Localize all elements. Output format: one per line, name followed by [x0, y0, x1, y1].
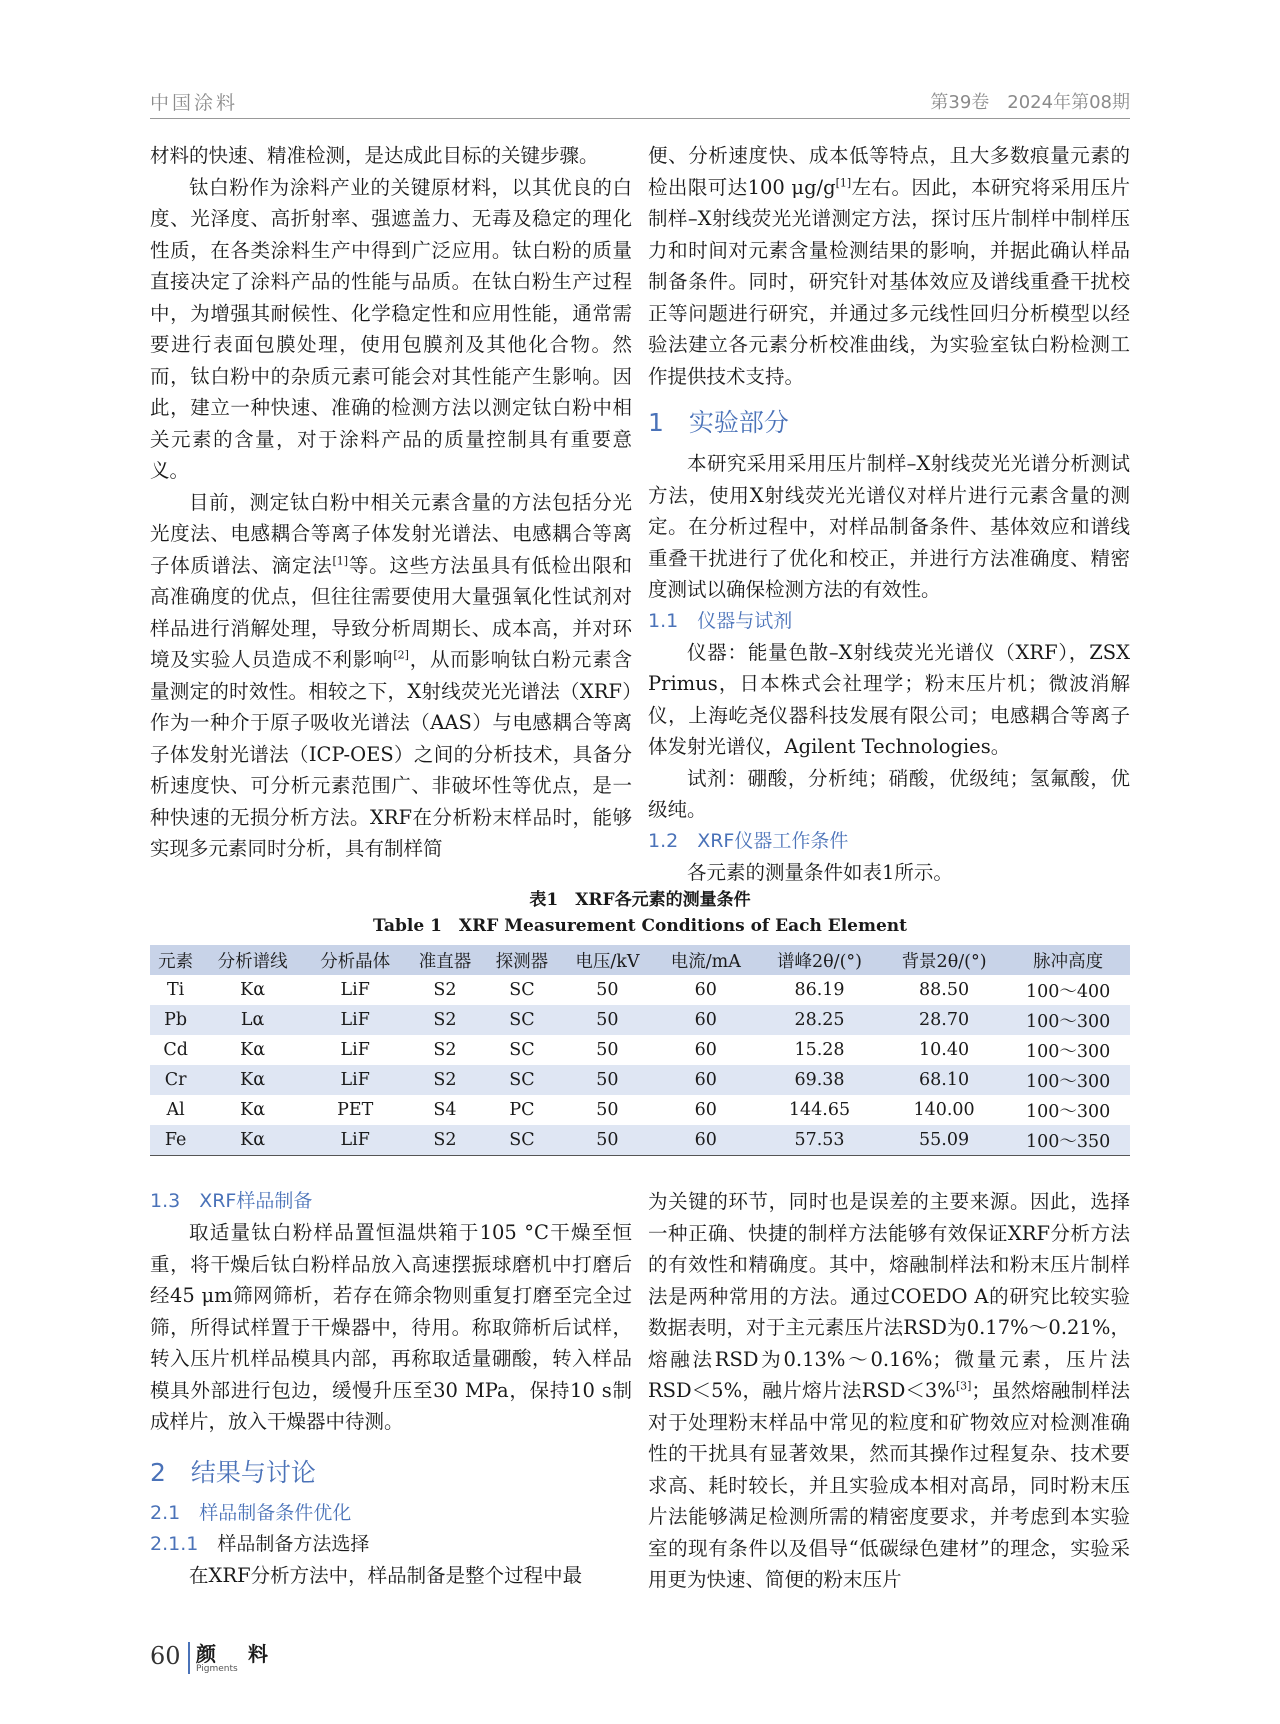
table-cell: S2: [406, 1125, 483, 1156]
table-cell: 10.40: [919, 1040, 970, 1060]
table-cell: 60: [694, 1040, 717, 1060]
table-cell: 15.28: [794, 1040, 845, 1060]
text-run: 左右。因此，本研究将采用压片制样–X射线荧光光谱测定方法，探讨压片制样中制样压力和时间对元素含量检测结果的影响，并据此确认样品制备条件。同时，研究针对基体效应及谱线重叠干扰校正等问题进行研究，并通过多元线性回归分析模型以经验法建立各元素分析校准曲线，为实验室钛白粉检测工作提供技术支持。: [648, 175, 1130, 388]
table-cell: LiF: [304, 1065, 407, 1095]
column-header: 分析谱线: [201, 945, 304, 975]
table-row: [150, 1065, 1130, 1095]
table-row: [150, 1035, 1130, 1065]
footer-divider: [188, 1642, 190, 1674]
footer-journal-name: 颜 料: [196, 1642, 274, 1666]
table-cell: 100～300: [1006, 1005, 1130, 1035]
table-cell: SC: [509, 1040, 535, 1060]
subsection-heading: 1.2 XRF仪器工作条件: [648, 829, 849, 852]
table-cell: Kα: [240, 980, 266, 1000]
table-caption-cn: 表1 XRF各元素的测量条件: [529, 890, 751, 910]
table-cell: Fe: [150, 1125, 201, 1156]
table-cell: Cd: [163, 1040, 188, 1060]
paragraph: 取适量钛白粉样品置恒温烘箱于105 °C干燥至恒重，将干燥后钛白粉样品放入高速摆振球磨机中打磨后经45 μm筛网筛析，若存在筛余物则重复打磨至完全过筛，所得试样置于干燥器中，待用。称取筛析后试样，转入压片机样品模具内部，再称取适量硼酸，转入样品模具外部进行包边，缓慢升压至30 MPa，保持10 s制成样片，放入干燥器中待测。: [150, 1221, 632, 1433]
table-cell: Kα: [240, 1040, 266, 1060]
citation: [2]: [393, 648, 409, 662]
table-cell: SC: [483, 1065, 560, 1095]
table-cell: Al: [166, 1100, 185, 1120]
text-run: 目前，测定钛白粉中相关元素含量的方法包括分光光度法、电感耦合等离子体发射光谱法、电感耦合等离子体质谱法、滴定法: [150, 490, 632, 577]
table-cell: 60: [654, 1005, 757, 1035]
table-cell: 50: [560, 1125, 654, 1156]
column-header: 脉冲高度: [1006, 945, 1130, 975]
table-header-row: [150, 945, 1130, 975]
subsection-heading: 1.1 仪器与试剂: [648, 609, 793, 632]
paragraph: 试剂：硼酸，分析纯；硝酸，优级纯；氢氟酸，优级纯。: [648, 766, 1130, 821]
table-cell: Kα: [240, 1100, 266, 1120]
table-cell: LiF: [304, 1125, 407, 1156]
table-cell: 50: [560, 1065, 654, 1095]
table-cell: 144.65: [788, 1100, 851, 1120]
text-run: 等。这些方法虽具有低检出限和高准确度的优点，但往往需要使用大量强氧化性试剂对样品进行消解处理，导致分析周期长、成本高，并对环境及实验人员造成不利影响: [150, 553, 632, 671]
right-column-bottom: [648, 1186, 1130, 1596]
table-row: [150, 975, 1130, 1005]
column-header: 探测器: [483, 945, 560, 975]
table-row: [150, 1095, 1130, 1125]
table-cell: 50: [596, 1100, 619, 1120]
table-cell: 50: [596, 980, 619, 1000]
citation: [3]: [955, 1379, 972, 1393]
paragraph: [150, 487, 632, 865]
right-column-top: [648, 140, 1130, 888]
paragraph: 材料的快速、精准检测，是达成此目标的关键步骤。: [150, 144, 599, 167]
table-cell: SC: [483, 1125, 560, 1156]
table-cell: Pb: [150, 1005, 201, 1035]
table-cell: Lα: [201, 1005, 304, 1035]
paragraph: 本研究采用采用压片制样–X射线荧光光谱分析测试方法，使用X射线荧光光谱仪对样片进行元素含量的测定。在分析过程中，对样品制备条件、基体效应和谱线重叠干扰进行了优化和校正，并进行方法准确度、精密度测试以确保检测方法的有效性。: [648, 452, 1130, 601]
table-cell: Kα: [201, 1065, 304, 1095]
measurement-conditions-table: [150, 945, 1130, 1156]
table-cell: S2: [433, 980, 457, 1000]
column-header: 元素: [150, 945, 201, 975]
citation: [1]: [332, 554, 349, 567]
issue-info: 第39卷 2024年第08期: [930, 92, 1130, 113]
table-cell: 100～400: [1026, 981, 1111, 1002]
table-cell: 60: [694, 980, 717, 1000]
text-run: 为关键的环节，同时也是误差的主要来源。因此，选择一种正确、快捷的制样方法能够有效保证XRF分析方法的有效性和精确度。其中，熔融制样法和粉末压片制样法是两种常用的方法。通过COEDO A的研究比较实验数据表明，对于主元素压片法RSD为0.17%～0.21%，熔融法RSD为0.13%～0.16%；微量元素，压片法RSD＜5%，融片熔片法RSD＜3%: [648, 1190, 1130, 1402]
section-heading: 2 结果与讨论: [150, 1457, 316, 1487]
table-cell: 100～300: [1026, 1041, 1111, 1062]
table-cell: S4: [433, 1100, 457, 1120]
footer-journal-english: Pigments: [196, 1664, 238, 1674]
table-cell: Cr: [150, 1065, 201, 1095]
table-cell: 140.00: [913, 1100, 975, 1120]
table-cell: S2: [406, 1005, 483, 1035]
column-header: 背景2θ/(°): [882, 945, 1007, 975]
table-row: [150, 1005, 1130, 1035]
column-header: 电压/kV: [560, 945, 654, 975]
table-cell: 60: [654, 1065, 757, 1095]
table-cell: 28.25: [757, 1005, 882, 1035]
table-cell: 60: [694, 1100, 717, 1120]
paragraph: 各元素的测量条件如表1所示。: [687, 860, 953, 884]
column-header: 谱峰2θ/(°): [757, 945, 882, 975]
table-cell: S2: [406, 1065, 483, 1095]
table-cell: 88.50: [919, 980, 970, 1000]
subsubsection-heading: [150, 1529, 632, 1560]
table-row: [150, 1125, 1130, 1156]
table-cell: 28.70: [882, 1005, 1007, 1035]
paragraph: [648, 1186, 1130, 1596]
section-heading: 1 实验部分: [648, 408, 789, 437]
journal-name: 中国涂料: [150, 92, 239, 114]
left-column-bottom: [150, 1186, 632, 1591]
column-header: 分析晶体: [304, 945, 407, 975]
table-cell: SC: [509, 980, 535, 1000]
table-cell: 60: [654, 1125, 757, 1156]
table-cell: 50: [560, 1005, 654, 1035]
table-cell: 50: [596, 1040, 619, 1060]
table-cell: 100～350: [1006, 1125, 1130, 1156]
heading-number: 2.1.1: [150, 1532, 199, 1555]
table-cell: 100～300: [1026, 1101, 1111, 1122]
table-cell: 69.38: [757, 1065, 882, 1095]
table-cell: Kα: [201, 1125, 304, 1156]
column-header: 电流/mA: [654, 945, 757, 975]
heading-title: 样品制备方法选择: [217, 1532, 370, 1555]
citation: [1]: [835, 176, 852, 189]
paragraph: 在XRF分析方法中，样品制备是整个过程中最: [189, 1563, 583, 1587]
table-cell: LiF: [340, 980, 370, 1000]
subsection-heading: 2.1 样品制备条件优化: [150, 1501, 352, 1524]
table-cell: SC: [483, 1005, 560, 1035]
table-cell: PET: [337, 1100, 374, 1120]
table-cell: 55.09: [882, 1125, 1007, 1156]
paragraph: 钛白粉作为涂料产业的关键原材料，以其优良的白度、光泽度、高折射率、强遮盖力、无毒及稳定的理化性质，在各类涂料生产中得到广泛应用。钛白粉的质量直接决定了涂料产品的性能与品质。在钛白粉生产过程中，为增强其耐候性、化学稳定性和应用性能，通常需要进行表面包膜处理，使用包膜剂及其他化合物。然而，钛白粉中的杂质元素可能会对其性能产生影响。因此，建立一种快速、准确的检测方法以测定钛白粉中相关元素的含量，对于涂料产品的质量控制具有重要意义。: [150, 175, 632, 482]
text-run: 便、分析速度快、成本低等特点，且大多数痕量元素的检出限可达100 μg/g: [648, 144, 1130, 199]
table-cell: S2: [433, 1040, 457, 1060]
table-cell: LiF: [304, 1005, 407, 1035]
table-cell: 100～300: [1006, 1065, 1130, 1095]
table-cell: 86.19: [794, 980, 845, 1000]
text-run: ，从而影响钛白粉元素含量测定的时效性。相较之下，X射线荧光光谱法（XRF）作为一种介于原子吸收光谱法（AAS）与电感耦合等离子体发射光谱法（ICP-OES）之间的分析技术，具备分析速度快、可分析元素范围广、非破坏性等优点，是一种快速的无损分析方法。XRF在分析粉末样品时，能够实现多元素同时分析，具有制样简: [150, 648, 632, 860]
table-cell: PC: [509, 1100, 535, 1120]
table-cell: 57.53: [757, 1125, 882, 1156]
table-cell: 68.10: [882, 1065, 1007, 1095]
running-header: [150, 88, 1130, 119]
subsection-heading: 1.3 XRF样品制备: [150, 1190, 313, 1212]
text-run: ；虽然熔融制样法对于处理粉末样品中常见的粒度和矿物效应对检测准确性的干扰具有显著效果，然而其操作过程复杂、技术要求高、耗时较长，并且实验成本相对高昂，同时粉末压片法能够满足检测所需的精密度要求，并考虑到本实验室的现有条件以及倡导“低碳绿色建材”的理念，实验采用更为快速、简便的粉末压片: [648, 1379, 1130, 1591]
page-number: 60: [150, 1642, 181, 1670]
table-caption-en: Table 1 XRF Measurement Conditions of Each Element: [372, 916, 908, 936]
table-cell: LiF: [340, 1040, 370, 1060]
column-header: 准直器: [406, 945, 483, 975]
paragraph: [648, 140, 1130, 392]
table-cell: Ti: [167, 980, 185, 1000]
left-column-top: [150, 140, 632, 865]
paragraph: 仪器：能量色散–X射线荧光光谱仪（XRF），ZSX Primus，日本株式会社理学；粉末压片机；微波消解仪，上海屹尧仪器科技发展有限公司；电感耦合等离子体发射光谱仪，Agilent Technologies。: [648, 640, 1130, 758]
